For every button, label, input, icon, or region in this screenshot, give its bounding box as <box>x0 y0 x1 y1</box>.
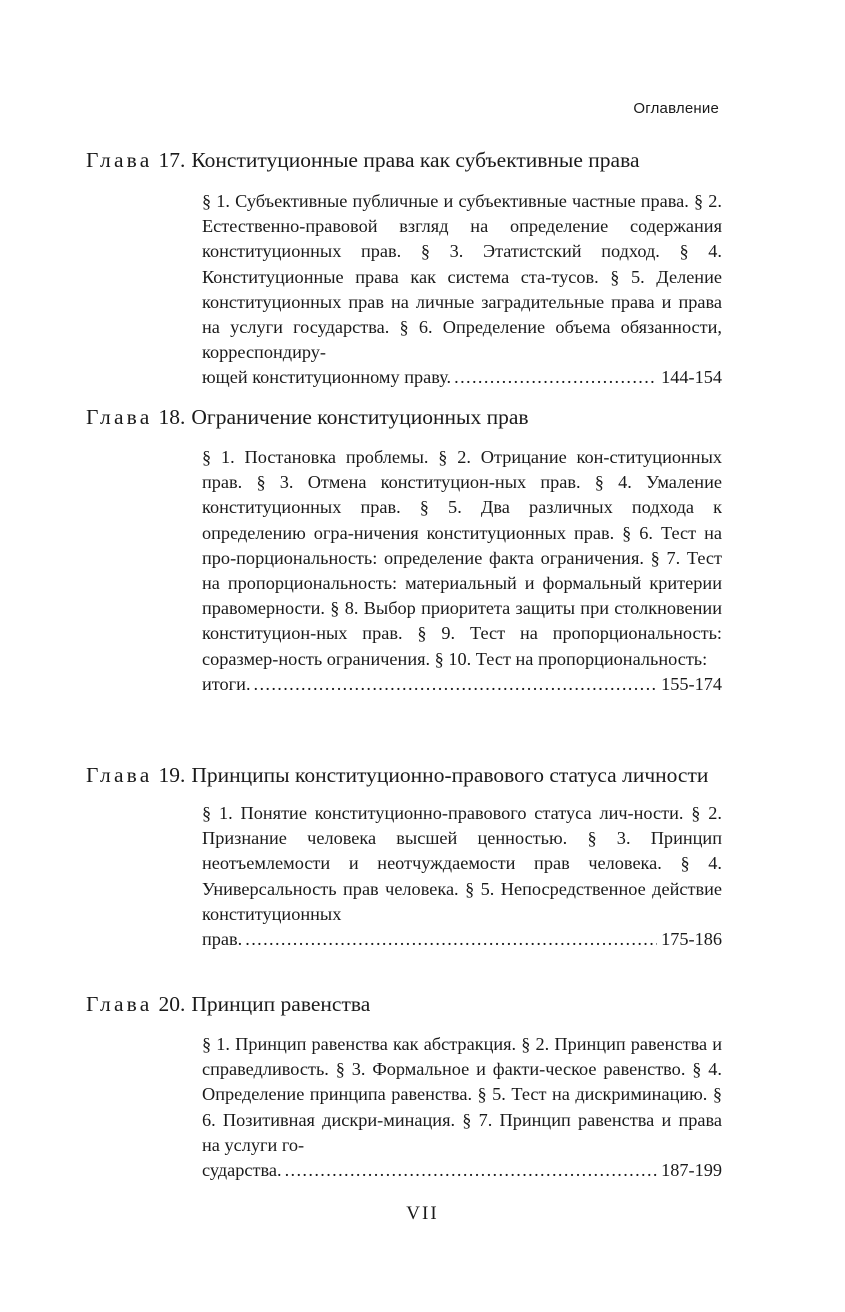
chapter-word: Глава <box>86 148 153 172</box>
dot-leader <box>451 365 657 390</box>
dot-leader <box>251 672 658 697</box>
sections-text-end: итоги. <box>202 673 251 694</box>
chapter-number: 19. <box>158 763 186 787</box>
dot-leader <box>282 1158 657 1183</box>
chapter-number: 18. <box>158 405 186 429</box>
page-ref-line <box>202 1158 722 1183</box>
chapter-sections <box>202 1032 722 1183</box>
chapter-heading <box>86 146 726 175</box>
chapter-heading <box>86 761 726 790</box>
sections-text-end: прав. <box>202 929 243 950</box>
page-range: 175-186 <box>661 929 722 950</box>
chapter-sections <box>202 445 722 697</box>
chapter-number: 20. <box>158 992 186 1016</box>
page-range: 155-174 <box>661 673 722 694</box>
chapter-number: 17. <box>158 148 186 172</box>
chapter-title: Принципы конституционно-правового статуса личности <box>191 763 709 787</box>
chapter-word: Глава <box>86 405 153 429</box>
chapter-sections <box>202 189 722 391</box>
toc-chapter-18 <box>86 403 726 697</box>
chapter-title: Конституционные права как субъективные права <box>191 148 640 172</box>
sections-text: § 1. Понятие конституционно-правового статуса лич-ности. § 2. Признание человека высшей ценностью. § 3. Принцип неотъемлемости и неотчуждаемости прав человека. § 4. Универсальность прав человека. § 5. Непосредственное действие конституционных <box>202 803 722 924</box>
page-range: 144-154 <box>661 367 722 388</box>
sections-text: § 1. Принцип равенства как абстракция. § 2. Принцип равенства и справедливость. § 3. Формальное и факти-ческое равенство. § 4. Определение принципа равенства. § 5. Тест на дискриминацию. § 6. Позитивная дискри-минация. § 7. Принцип равенства и права на услуги го- <box>202 1034 722 1155</box>
chapter-title: Принцип равенства <box>191 992 371 1016</box>
toc-chapter-20 <box>86 990 726 1183</box>
chapter-word: Глава <box>86 763 153 787</box>
chapter-word: Глава <box>86 992 153 1016</box>
sections-text: § 1. Субъективные публичные и субъективные частные права. § 2. Естественно-правовой взгляд на определение содержания конституционных прав. § 3. Этатистский подход. § 4. Конституционные права как система ста-тусов. § 5. Деление конституционных прав на личные заградительные права и права на услуги государства. § 6. Определение объема обязанности, корреспондиру- <box>202 191 722 363</box>
toc-chapter-17 <box>86 146 726 391</box>
chapter-title: Ограничение конституционных прав <box>191 405 529 429</box>
chapter-sections <box>202 801 722 952</box>
dot-leader <box>242 927 657 952</box>
chapter-heading <box>86 403 726 432</box>
chapter-heading <box>86 990 726 1019</box>
page-ref-line <box>202 365 722 390</box>
sections-text-end: ющей конституционному праву. <box>202 367 452 388</box>
running-head: Оглавление <box>633 100 719 117</box>
page-number: VII <box>406 1203 439 1224</box>
page-ref-line <box>202 672 722 697</box>
page-ref-line <box>202 927 722 952</box>
sections-text: § 1. Постановка проблемы. § 2. Отрицание кон-ституционных прав. § 3. Отмена конституцион-ных прав. § 4. Умаление конституционных прав. § 5. Два различных подхода к определению огра-ничения конституционных прав. § 6. Тест на про-порциональность: определение факта ограничения. § 7. Тест на пропорциональность: материальный и формальный критерии правомерности. § 8. Выбор приоритета защиты при столкновении конституцион-ных прав. § 9. Тест на пропорциональность: соразмер-ность ограничения. § 10. Тест на пропорциональность: <box>202 447 722 669</box>
page-range: 187-199 <box>661 1160 722 1181</box>
sections-text-end: сударства. <box>202 1160 282 1181</box>
toc-chapter-19 <box>86 761 726 952</box>
